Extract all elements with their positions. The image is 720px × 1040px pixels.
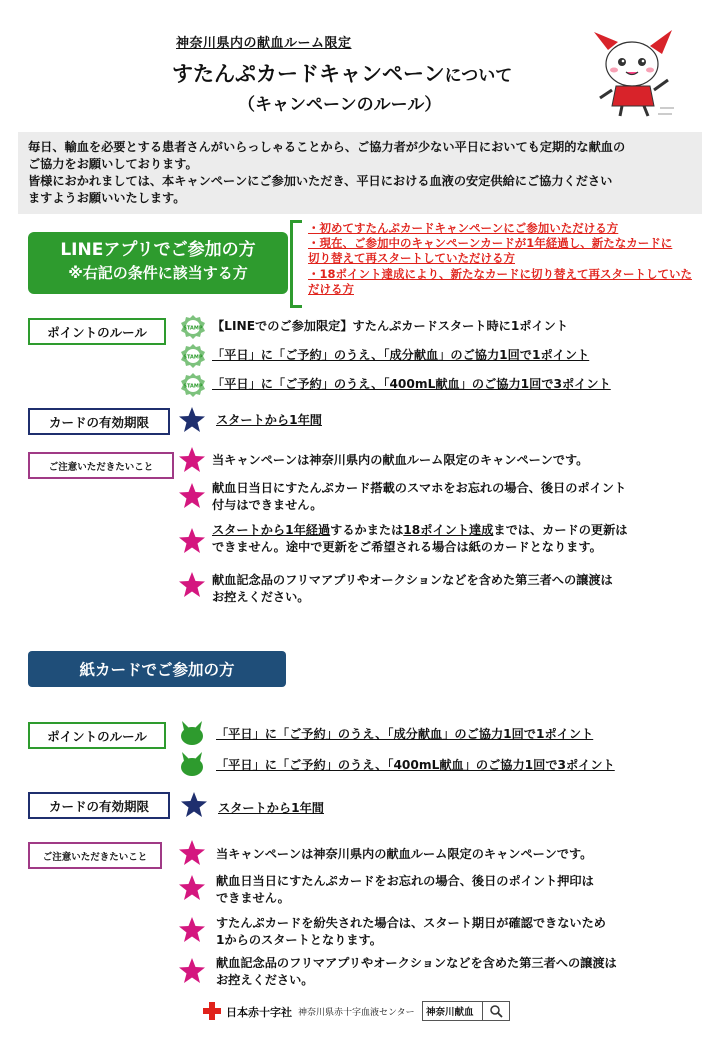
paper-note-1 (216, 846, 592, 863)
mascot-stamp-icon (178, 718, 206, 746)
footer-org: 日本赤十字社 (226, 1006, 292, 1019)
svg-text:STAMP: STAMP (183, 383, 203, 390)
line-point-rule-3: 「平日」に「ご予約」のうえ、「400mL献血」のご協力1回で3ポイント (212, 377, 611, 391)
stamp-icon (180, 372, 206, 398)
line-note-2 (212, 480, 626, 514)
note-line: できません。 (216, 891, 290, 905)
intro-line: 皆様におかれましては、本キャンペーンにご参加いただき、平日における血液の安定供給にご協力ください (28, 174, 613, 188)
stamp-icon (180, 343, 206, 369)
line-validity-label: カードの有効期限 (28, 408, 170, 435)
intro-line: 毎日、輸血を必要とする患者さんがいらっしゃることから、ご協力者が少ない平日においても定期的な献血の (28, 140, 626, 154)
paper-note-3 (216, 915, 606, 949)
intro-line: ご協力をお願いしております。 (28, 157, 198, 171)
paper-participation-box: 紙カードでご参加の方 (28, 651, 286, 687)
line-point-rule-2: 「平日」に「ご予約」のうえ、「成分献血」のご協力1回で1ポイント (212, 348, 590, 362)
mascot-illustration (588, 28, 678, 118)
svg-text:STAMP: STAMP (183, 325, 203, 332)
note-emphasis: 18ポイント達成 (403, 523, 494, 537)
line-note-3 (212, 522, 627, 556)
note-line: 献血日当日にすたんぷカード搭載のスマホをお忘れの場合、後日のポイント (212, 481, 627, 495)
conditions-bracket (290, 220, 302, 308)
title-main: すたんぷカードキャンペーン (172, 62, 445, 86)
note-line: 当キャンペーンは神奈川県内の献血ルーム限定のキャンペーンです。 (216, 847, 593, 861)
note-fragment: までは、カードの更新は (493, 523, 628, 537)
note-fragment: するかまたは (330, 523, 404, 537)
note-line: 献血記念品のフリマアプリやオークションなどを含めた第三者への譲渡は (212, 573, 613, 587)
paper-validity-value: スタートから1年間 (218, 801, 324, 815)
note-line: できません。途中で更新をご希望される場合は紙のカードとなります。 (212, 540, 602, 554)
note-line: すたんぷカードを紛失された場合は、スタート期日が確認できないため (216, 916, 606, 930)
line-notes-label: ご注意いただきたいこと (28, 452, 174, 479)
note-line: 当キャンペーンは神奈川県内の献血ルーム限定のキャンペーンです。 (212, 453, 589, 467)
line-points-label: ポイントのルール (28, 318, 166, 345)
condition-line: だける方 (308, 281, 354, 296)
star-icon (178, 571, 206, 599)
stamp-icon (180, 314, 206, 340)
paper-points-label: ポイントのルール (28, 722, 166, 749)
condition-line: ・初めてすたんぷカードキャンペーンにご参加いただける方 (308, 221, 619, 235)
paper-point-rule-1: 「平日」に「ご予約」のうえ、「成分献血」のご協力1回で1ポイント (216, 727, 594, 741)
note-line: 1からのスタートとなります。 (216, 933, 382, 947)
search-icon (489, 1004, 503, 1018)
star-icon (178, 839, 206, 867)
star-icon (178, 957, 206, 985)
mascot-stamp-icon (178, 749, 206, 777)
svg-text:STAMP: STAMP (183, 354, 203, 361)
campaign-eyebrow: 神奈川県内の献血ルーム限定 (176, 36, 352, 51)
footer-search-button[interactable] (483, 1002, 509, 1020)
footer-search-field[interactable]: 神奈川献血 (423, 1002, 483, 1020)
note-line: 献血日当日にすたんぷカードをお忘れの場合、後日のポイント押印は (216, 874, 594, 888)
line-point-rule-1: 【LINEでのご参加限定】すたんぷカードスタート時に1ポイント (212, 319, 569, 333)
condition-line: ・18ポイント達成により、新たなカードに切り替えて再スタートしていた (308, 266, 692, 281)
note-emphasis: スタートから1年経過 (212, 523, 331, 537)
note-line: 献血記念品のフリマアプリやオークションなどを含めた第三者への譲渡は (216, 956, 617, 970)
note-line (212, 522, 627, 539)
footer-center: 神奈川県赤十字血液センター (298, 1008, 415, 1018)
line-box-subtitle: ※右記の条件に該当する方 (68, 264, 248, 282)
footer-search[interactable] (422, 1001, 510, 1021)
star-icon (178, 406, 206, 434)
star-icon (178, 482, 206, 510)
paper-validity-label: カードの有効期限 (28, 792, 170, 819)
line-participation-box (28, 232, 288, 294)
page-title (172, 58, 512, 88)
line-validity-value: スタートから1年間 (216, 413, 322, 427)
red-cross-icon (202, 1001, 222, 1021)
title-suffix: について (444, 66, 513, 86)
paper-note-4 (216, 955, 617, 989)
paper-point-rule-2: 「平日」に「ご予約」のうえ、「400mL献血」のご協力1回で3ポイント (216, 758, 615, 772)
line-conditions (308, 221, 708, 297)
note-line: 付与はできません。 (212, 498, 323, 512)
intro-panel (18, 132, 702, 214)
line-box-title: LINEアプリでご参加の方 (60, 240, 256, 260)
condition-line: 切り替えて再スタートしていただける方 (308, 251, 515, 266)
page-subtitle: （キャンペーンのルール） (238, 95, 442, 115)
paper-note-2 (216, 873, 594, 907)
intro-line: ますようお願いいたします。 (28, 191, 186, 205)
star-icon (178, 874, 206, 902)
star-icon (178, 527, 206, 555)
star-icon (178, 916, 206, 944)
condition-line: ・現在、ご参加中のキャンペーンカードが1年経過し、新たなカードに (308, 236, 673, 251)
line-note-1 (212, 452, 588, 469)
star-icon (178, 446, 206, 474)
note-line: お控えください。 (212, 590, 310, 604)
star-icon (180, 791, 208, 819)
note-line: お控えください。 (216, 973, 314, 987)
line-note-4 (212, 572, 613, 606)
paper-notes-label: ご注意いただきたいこと (28, 842, 162, 869)
